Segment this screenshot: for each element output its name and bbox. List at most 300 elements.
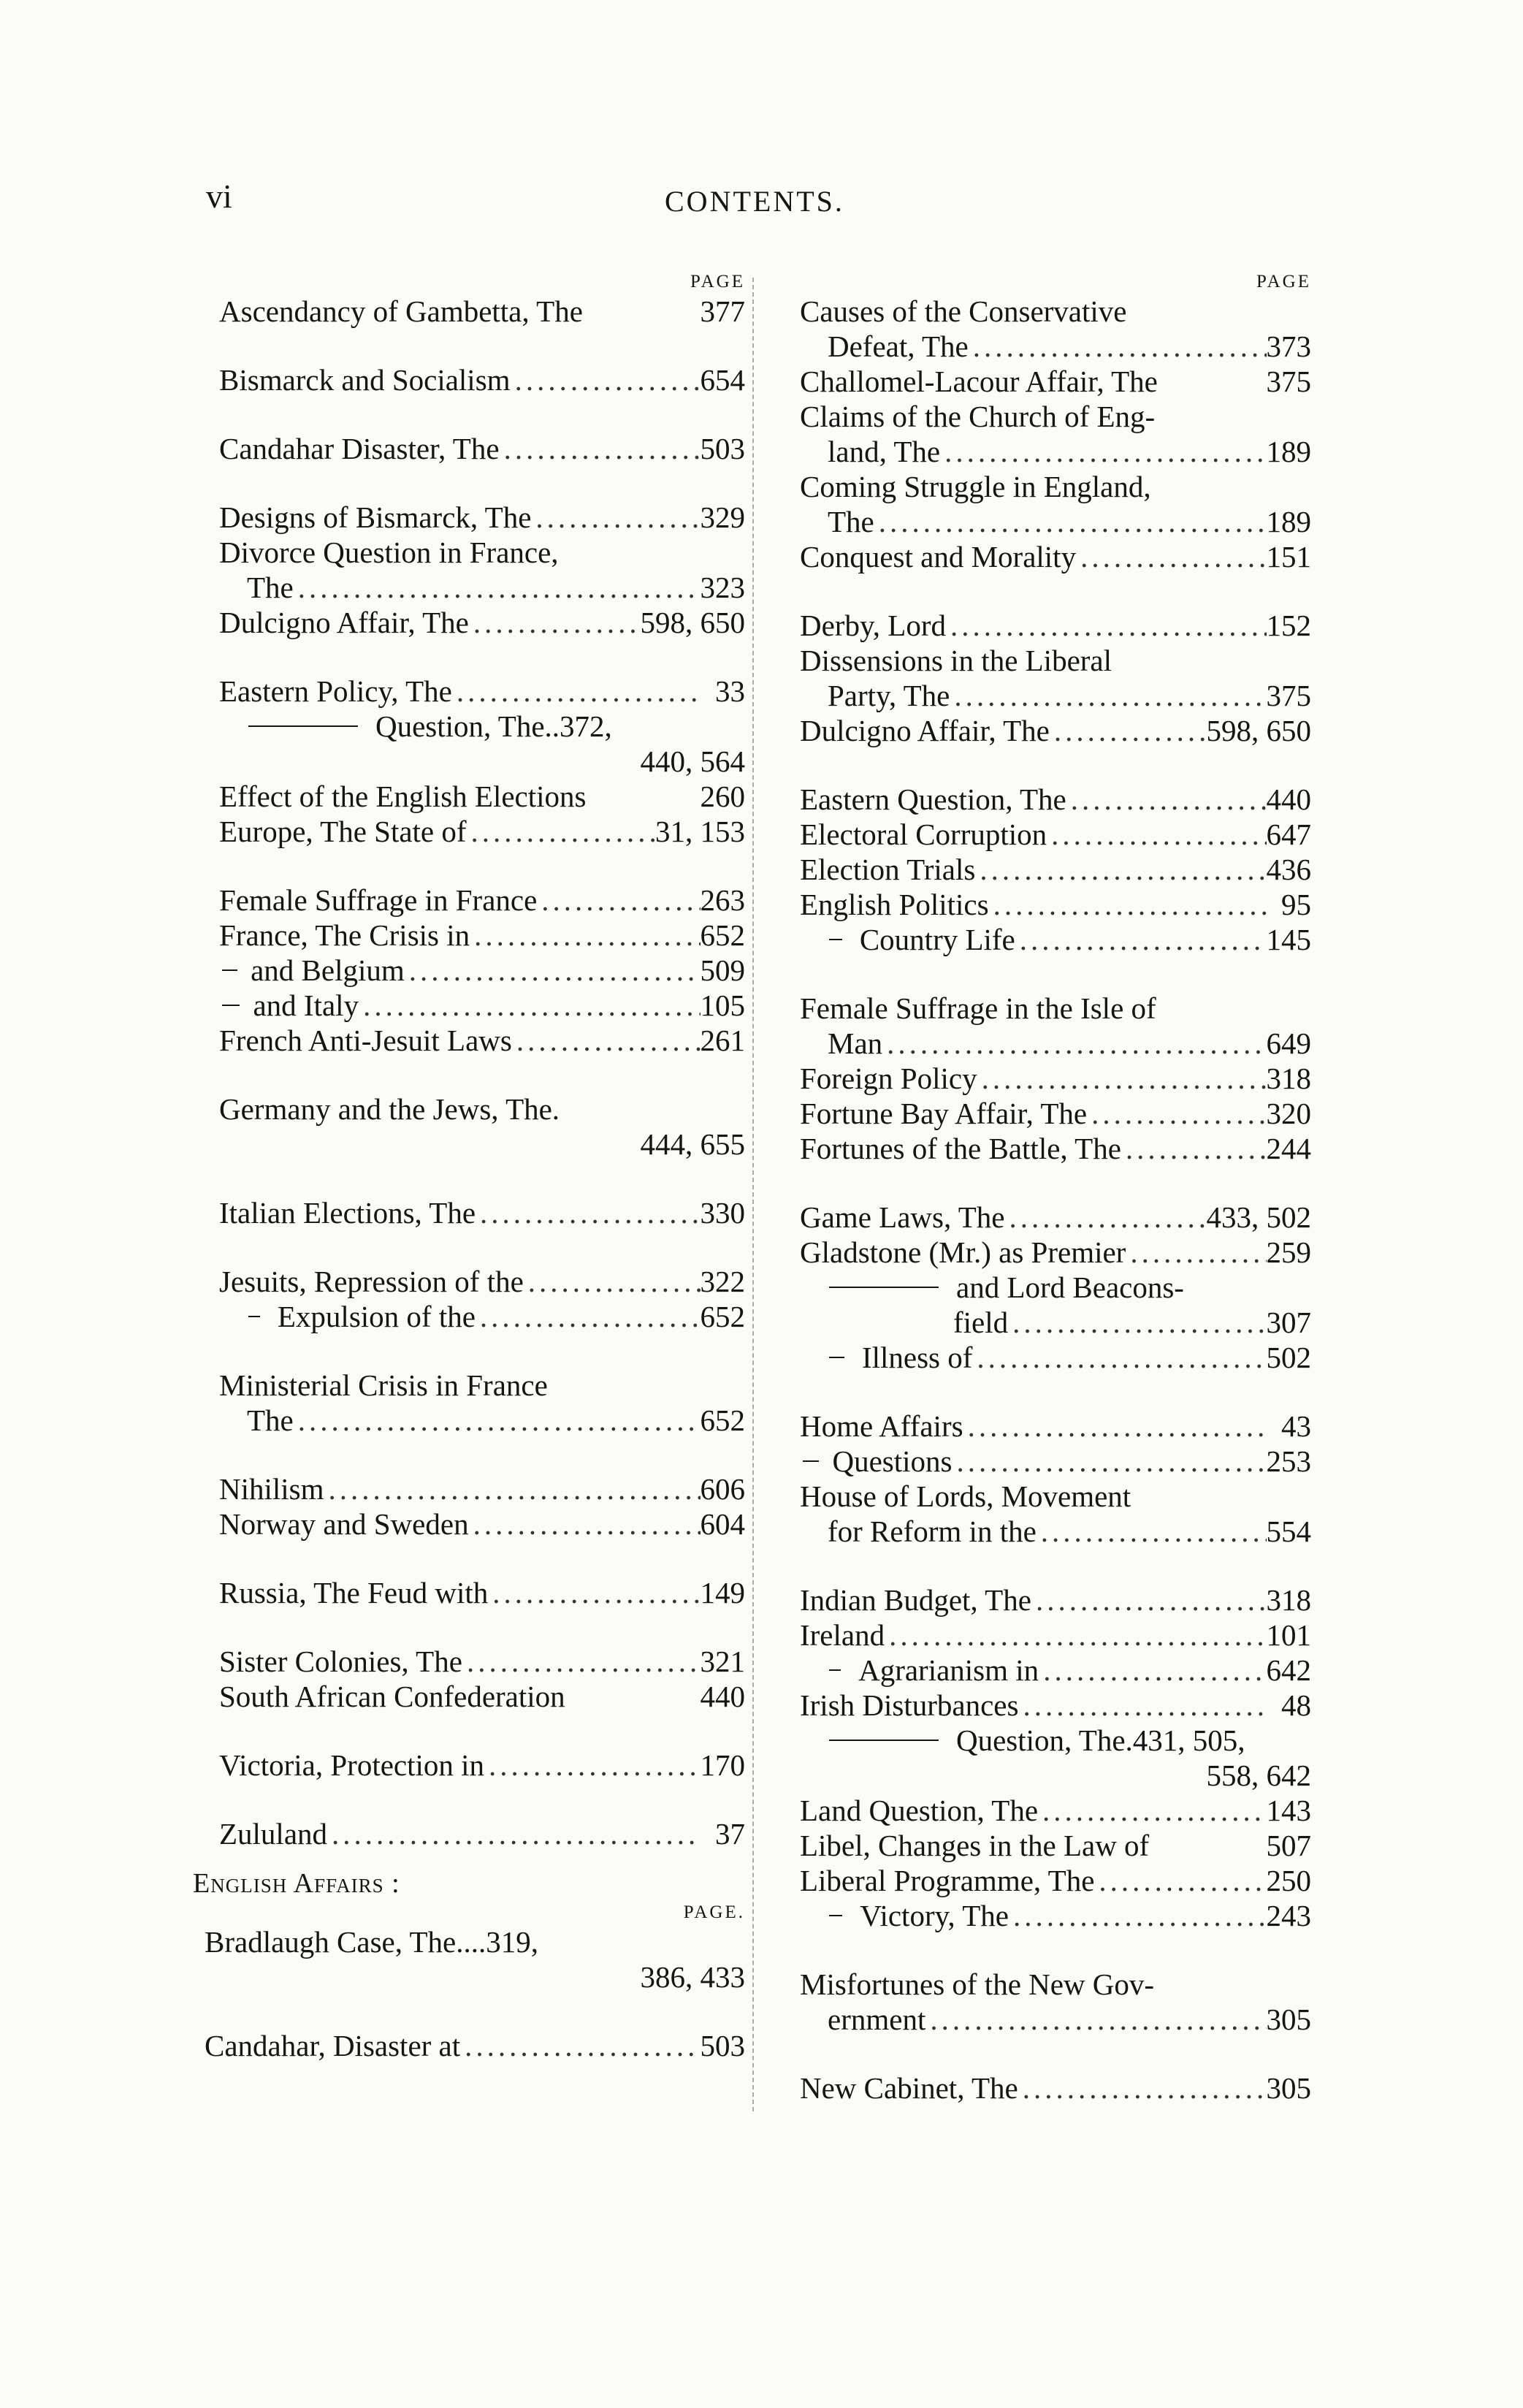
page-ref: 149: [700, 1576, 745, 1609]
toc-entry: [800, 469, 1311, 539]
toc-line: [219, 605, 745, 640]
leader-dots: [950, 678, 1266, 713]
entry-title: ernment: [828, 2003, 926, 2036]
entry-title: Victoria, Protection in: [219, 1748, 485, 1782]
page-ref: 604: [700, 1507, 745, 1541]
page-ref: 151: [1266, 540, 1311, 574]
toc-line: [219, 1127, 745, 1162]
entry-title: Game Laws, The: [800, 1200, 1005, 1234]
entry-title: Liberal Programme, The: [800, 1864, 1095, 1897]
leader-dots: [1047, 817, 1266, 852]
page-ref: 502: [1266, 1341, 1311, 1374]
leader-dots: [1037, 1514, 1267, 1549]
entry-title: Germany and the Jews, The.: [219, 1092, 560, 1126]
entry-title: New Cabinet, The: [800, 2071, 1018, 2105]
toc-line: [800, 399, 1311, 434]
page-ref: 377: [700, 294, 745, 328]
entry-title: Election Trials: [800, 853, 976, 886]
page-ref: 318: [1266, 1583, 1311, 1617]
page-ref: 250: [1266, 1864, 1311, 1897]
leader-dots: [972, 1340, 1266, 1375]
toc-line: [219, 674, 745, 709]
toc-entry: [219, 1748, 745, 1783]
entry-title: and Belgium: [251, 953, 405, 987]
toc-entry: [219, 1644, 745, 1679]
page-ref: 31, 153: [655, 815, 745, 848]
page-ref: 598, 650: [640, 606, 745, 639]
column-divider: [752, 278, 754, 2111]
entry-title: Bradlaugh Case, The....319,: [205, 1925, 538, 1959]
entry-title: Challomel-Lacour Affair, The: [800, 365, 1158, 398]
entry-title: House of Lords, Movement: [800, 1479, 1131, 1513]
toc-line: [800, 2070, 1311, 2106]
toc-line: [800, 1409, 1311, 1444]
toc-line: [219, 709, 745, 744]
english-affairs-block: [205, 1901, 745, 2063]
toc-entry: [219, 674, 745, 779]
leader-dots: [524, 1264, 701, 1299]
right-column: [800, 270, 1311, 2106]
toc-line: [219, 1816, 745, 1851]
leader-dots: [359, 988, 700, 1023]
page-ref: 507: [1266, 1829, 1311, 1862]
page-ref: 189: [1266, 435, 1311, 468]
page-ref: 440: [700, 1680, 745, 1713]
page-ref: 37: [715, 1817, 745, 1851]
toc-entry: [800, 922, 1311, 957]
entry-title: Female Suffrage in France: [219, 883, 538, 917]
toc-line: [219, 1644, 745, 1679]
entry-title: Ascendancy of Gambetta, The: [219, 294, 583, 328]
page-ref: 170: [700, 1748, 745, 1782]
toc-line: [800, 1688, 1311, 1723]
entry-title: field: [953, 1306, 1009, 1339]
toc-entry: [800, 1828, 1311, 1863]
toc-line: [800, 1758, 1311, 1793]
leader-dots: [500, 431, 701, 466]
toc-entry: [800, 1479, 1311, 1549]
page-ref: 503: [700, 2029, 745, 2062]
entry-title: Irish Disturbances: [800, 1688, 1019, 1722]
page-ref: 261: [700, 1024, 745, 1057]
toc-entry: [800, 782, 1311, 817]
toc-entry: [800, 608, 1311, 643]
page-ref: 307: [1266, 1306, 1311, 1339]
leader-dots: [952, 1444, 1266, 1479]
entry-title: Divorce Question in France,: [219, 536, 559, 569]
leader-dots: [324, 1471, 701, 1506]
toc-line: [219, 1575, 745, 1610]
toc-line: [800, 643, 1311, 678]
entry-title: Ministerial Crisis in France: [219, 1368, 548, 1402]
toc-entry: [800, 1061, 1311, 1096]
leader-dots: [1094, 1863, 1266, 1898]
entry-title: Derby, Lord: [800, 609, 946, 642]
leader-dots: [885, 1618, 1266, 1653]
toc-entry: [800, 713, 1311, 748]
toc-line: [219, 1368, 745, 1403]
entry-title: Land Question, The: [800, 1794, 1039, 1827]
page-ref: 43: [1281, 1409, 1311, 1443]
ditto-dash: [829, 939, 842, 940]
toc-line: [800, 1514, 1311, 1549]
leader-dots: [1009, 1898, 1267, 1933]
entry-title: Question, The..372,: [375, 709, 612, 743]
toc-entry: [800, 991, 1311, 1061]
toc-line: [800, 1967, 1311, 2002]
entry-title: Designs of Bismarck, The: [219, 500, 532, 534]
toc-entry: [800, 1967, 1311, 2037]
leader-dots: [969, 329, 1267, 364]
toc-line: [800, 678, 1311, 713]
toc-entry: [219, 535, 745, 605]
leader-dots: [1087, 1096, 1266, 1131]
toc-line: [219, 1091, 745, 1127]
toc-line: [800, 539, 1311, 574]
toc-line: [205, 1959, 745, 1994]
entry-title: Illness of: [861, 1341, 973, 1374]
leader-dots: [476, 1195, 700, 1230]
leader-dots: [882, 1026, 1266, 1061]
toc-entry: [800, 1618, 1311, 1688]
page-ref: 330: [700, 1196, 745, 1230]
leader-dots: [294, 570, 701, 605]
toc-line: [219, 883, 745, 918]
toc-line: [219, 814, 745, 849]
entry-title: Electoral Corruption: [800, 818, 1047, 851]
toc-line: [800, 329, 1311, 364]
page-ref: 329: [700, 500, 745, 534]
page-ref: 33: [715, 674, 745, 708]
page-ref: 509: [700, 953, 745, 987]
leader-dots: [484, 1748, 700, 1783]
entry-title: Eastern Question, The: [800, 782, 1066, 816]
leader-dots: [511, 362, 701, 397]
leader-dots: [512, 1023, 701, 1058]
toc-line: [219, 1471, 745, 1506]
page-column-label: PAGE: [1256, 272, 1311, 292]
toc-line: [800, 1235, 1311, 1270]
entry-title: Sister Colonies, The: [219, 1645, 462, 1678]
toc-line: [800, 713, 1311, 748]
toc-line: [800, 434, 1311, 469]
page-number: vi: [206, 178, 232, 215]
page-ref: 654: [700, 363, 745, 397]
entry-title: and Lord Beacons-: [956, 1270, 1184, 1304]
toc-line: [800, 2002, 1311, 2037]
page-ref: 440, 564: [640, 744, 745, 778]
toc-line: [219, 1299, 745, 1334]
toc-line: [800, 852, 1311, 887]
leader-dots: [469, 605, 641, 640]
ditto-dash: [829, 1740, 939, 1741]
toc-line: [219, 1679, 745, 1714]
page-ref: 444, 655: [640, 1127, 745, 1161]
toc-entry: [800, 2070, 1311, 2106]
toc-line: [800, 1898, 1311, 1933]
leader-dots: [1126, 1235, 1266, 1270]
page-column-label: PAGE: [690, 272, 745, 292]
page-ref: 189: [1266, 505, 1311, 538]
toc-entry: [219, 294, 745, 329]
toc-line: [800, 1026, 1311, 1061]
toc-entry: [800, 1235, 1311, 1375]
section-title: English Affairs :: [193, 1868, 400, 1899]
entry-title: Candahar, Disaster at: [205, 2029, 461, 2062]
toc-line: [800, 991, 1311, 1026]
toc-line: [219, 779, 745, 814]
leader-dots: [1018, 2070, 1267, 2106]
leader-dots: [1015, 922, 1267, 957]
leader-dots: [469, 1506, 701, 1542]
entry-title: Expulsion of the: [277, 1300, 476, 1333]
toc-entry: [800, 1096, 1311, 1131]
toc-entry: [219, 1264, 745, 1334]
page-ref: 652: [700, 918, 745, 952]
page-ref: 647: [1266, 818, 1311, 851]
leader-dots: [1076, 539, 1266, 574]
page-ref: 263: [700, 883, 745, 917]
entry-title: Question, The.431, 505,: [956, 1723, 1245, 1757]
entry-title: Conquest and Morality: [800, 540, 1077, 574]
leader-dots: [405, 953, 701, 988]
toc-entry: [800, 1131, 1311, 1166]
toc-entry: [219, 1679, 745, 1714]
entry-title: Party, The: [828, 679, 950, 712]
page-ref: 305: [1266, 2071, 1311, 2105]
toc-entry: [800, 1409, 1311, 1479]
entry-title: Eastern Policy, The: [219, 674, 452, 708]
page-ref: 558, 642: [1206, 1759, 1311, 1792]
page-ref: 243: [1266, 1899, 1311, 1932]
entry-title: Bismarck and Socialism: [219, 363, 511, 397]
page-ref: 642: [1266, 1653, 1311, 1687]
entry-title: The: [247, 1403, 294, 1437]
toc-entry: [219, 1816, 745, 1851]
page-ref: 143: [1266, 1794, 1311, 1827]
toc-entry: [800, 887, 1311, 922]
page-ref: 440: [1266, 782, 1311, 816]
toc-line: [219, 953, 745, 988]
toc-line: [800, 1200, 1311, 1235]
leader-dots: [989, 887, 1267, 922]
leader-dots: [470, 918, 700, 953]
leader-dots: [327, 1816, 701, 1851]
ditto-dash: [829, 1915, 842, 1916]
toc-entry: [219, 953, 745, 988]
entry-title: English Politics: [800, 888, 989, 921]
toc-entry: [219, 1023, 745, 1058]
toc-line: [219, 1748, 745, 1783]
toc-line: [219, 294, 745, 329]
toc-entry: [800, 1863, 1311, 1933]
toc-line: [219, 1264, 745, 1299]
leader-dots: [940, 434, 1266, 469]
toc-line: [800, 469, 1311, 504]
toc-line: [800, 1723, 1311, 1758]
page-ref: 48: [1281, 1688, 1311, 1722]
toc-line: [205, 1924, 745, 1959]
toc-line: [800, 887, 1311, 922]
page-ref: 244: [1266, 1132, 1311, 1165]
entry-title: land, The: [828, 435, 941, 468]
toc-entry: [219, 362, 745, 397]
entry-title: Man: [828, 1026, 883, 1060]
leader-dots: [476, 1299, 701, 1334]
toc-entry: [800, 539, 1311, 574]
leader-dots: [452, 674, 701, 709]
entry-title: The: [828, 505, 874, 538]
leader-dots: [1031, 1582, 1267, 1618]
toc-entry: [219, 500, 745, 535]
leader-dots: [1004, 1200, 1206, 1235]
page-ref: 652: [700, 1403, 745, 1437]
leader-dots: [1066, 782, 1267, 817]
entry-title: Fortunes of the Battle, The: [800, 1132, 1121, 1165]
toc-entry: [800, 399, 1311, 469]
toc-line: [800, 1828, 1311, 1863]
toc-entry: [800, 1793, 1311, 1828]
toc-line: [800, 1270, 1311, 1305]
toc-entry: [219, 918, 745, 953]
leader-dots: [946, 608, 1267, 643]
toc-entry: [219, 814, 745, 849]
entry-title: Nihilism: [219, 1472, 324, 1506]
toc-entry: [219, 1471, 745, 1506]
toc-line: [800, 1131, 1311, 1166]
leader-dots: [1008, 1305, 1266, 1340]
page-ref: 652: [700, 1300, 745, 1333]
ditto-dash: [248, 1316, 260, 1317]
toc-line: [219, 570, 745, 605]
ditto-dash: [829, 1669, 841, 1671]
entry-title: Defeat, The: [828, 329, 969, 363]
toc-line: [800, 608, 1311, 643]
toc-line: [205, 2028, 745, 2063]
leader-dots: [537, 883, 700, 918]
leader-dots: [467, 814, 655, 849]
page-ref: 322: [700, 1265, 745, 1298]
left-entries: [219, 294, 745, 1851]
ditto-dash: [803, 1460, 819, 1462]
entry-title: Indian Budget, The: [800, 1583, 1031, 1617]
entry-title: The: [247, 571, 294, 604]
page-ref: 105: [700, 988, 745, 1022]
entry-title: Victory, The: [860, 1899, 1009, 1932]
toc-line: [800, 1340, 1311, 1375]
toc-line: [800, 1582, 1311, 1618]
toc-line: [219, 535, 745, 570]
toc-line: [219, 362, 745, 397]
left-column: [193, 270, 745, 2063]
entry-title: Coming Struggle in England,: [800, 470, 1151, 503]
page-ref: 253: [1266, 1444, 1311, 1478]
leader-dots: [1018, 1688, 1267, 1723]
section-page-label: PAGE.: [683, 1902, 745, 1922]
page-ref: 318: [1266, 1062, 1311, 1095]
page-ref: 145: [1266, 923, 1311, 956]
leader-dots: [963, 1409, 1267, 1444]
entry-title: France, The Crisis in: [219, 918, 470, 952]
entry-title: Causes of the Conservative: [800, 294, 1127, 328]
page-ref: 433, 502: [1206, 1200, 1311, 1234]
entry-title: Home Affairs: [800, 1409, 963, 1443]
entry-title: Misfortunes of the New Gov-: [800, 1967, 1155, 2001]
leader-dots: [1050, 713, 1207, 748]
entry-title: Europe, The State of: [219, 815, 467, 848]
entry-title: Russia, The Feud with: [219, 1576, 489, 1609]
toc-line: [219, 744, 745, 779]
toc-entry: [205, 2028, 745, 2063]
leader-dots: [531, 500, 700, 535]
toc-entry: [219, 883, 745, 918]
toc-line: [800, 922, 1311, 957]
page-ref: 436: [1266, 853, 1311, 886]
ditto-dash: [222, 1005, 240, 1006]
entry-title: Norway and Sweden: [219, 1507, 469, 1541]
ditto-dash: [829, 1287, 939, 1288]
entry-title: Fortune Bay Affair, The: [800, 1097, 1088, 1130]
entry-title: French Anti-Jesuit Laws: [219, 1024, 512, 1057]
toc-entry: [800, 643, 1311, 713]
section-entries: [205, 1924, 745, 2063]
right-entries: [800, 294, 1311, 2106]
entry-title: Claims of the Church of Eng-: [800, 400, 1156, 433]
toc-line: [800, 504, 1311, 539]
ditto-dash: [829, 1357, 844, 1358]
ditto-dash: [222, 969, 237, 971]
toc-entry: [205, 1924, 745, 1994]
toc-line: [219, 918, 745, 953]
entry-title: Agrarianism in: [858, 1653, 1039, 1687]
toc-entry: [800, 852, 1311, 887]
entry-title: Dissensions in the Liberal: [800, 644, 1112, 677]
leader-dots: [1039, 1653, 1266, 1688]
leader-dots: [462, 1644, 701, 1679]
page-ref: 323: [700, 571, 745, 604]
entry-title: Country Life: [859, 923, 1015, 956]
entry-title: Dulcigno Affair, The: [219, 606, 469, 639]
entry-title: Female Suffrage in the Isle of: [800, 991, 1156, 1025]
page-ref: 152: [1266, 609, 1311, 642]
entry-title: Jesuits, Repression of the: [219, 1265, 524, 1298]
page-ref: 321: [700, 1645, 745, 1678]
leader-dots: [460, 2028, 700, 2063]
entry-title: Dulcigno Affair, The: [800, 714, 1050, 747]
entry-title: South African Confederation: [219, 1680, 565, 1713]
entry-title: Ireland: [800, 1618, 885, 1652]
page-ref: 260: [700, 780, 745, 813]
page-ref: 598, 650: [1206, 714, 1311, 747]
entry-title: Italian Elections, The: [219, 1196, 476, 1230]
leader-dots: [975, 852, 1266, 887]
page-ref: 554: [1266, 1514, 1311, 1548]
toc-line: [800, 294, 1311, 329]
entry-title: Gladstone (Mr.) as Premier: [800, 1235, 1126, 1269]
toc-line: [219, 431, 745, 466]
leader-dots: [925, 2002, 1266, 2037]
leader-dots: [1121, 1131, 1267, 1166]
toc-entry: [219, 1506, 745, 1542]
page-ref: 320: [1266, 1097, 1311, 1130]
page-ref: 606: [700, 1472, 745, 1506]
entry-title: for Reform in the: [828, 1514, 1037, 1548]
page-ref: 305: [1266, 2003, 1311, 2036]
page-ref: 503: [700, 432, 745, 465]
toc-line: [800, 1653, 1311, 1688]
toc-line: [800, 1479, 1311, 1514]
leader-dots: [874, 504, 1267, 539]
